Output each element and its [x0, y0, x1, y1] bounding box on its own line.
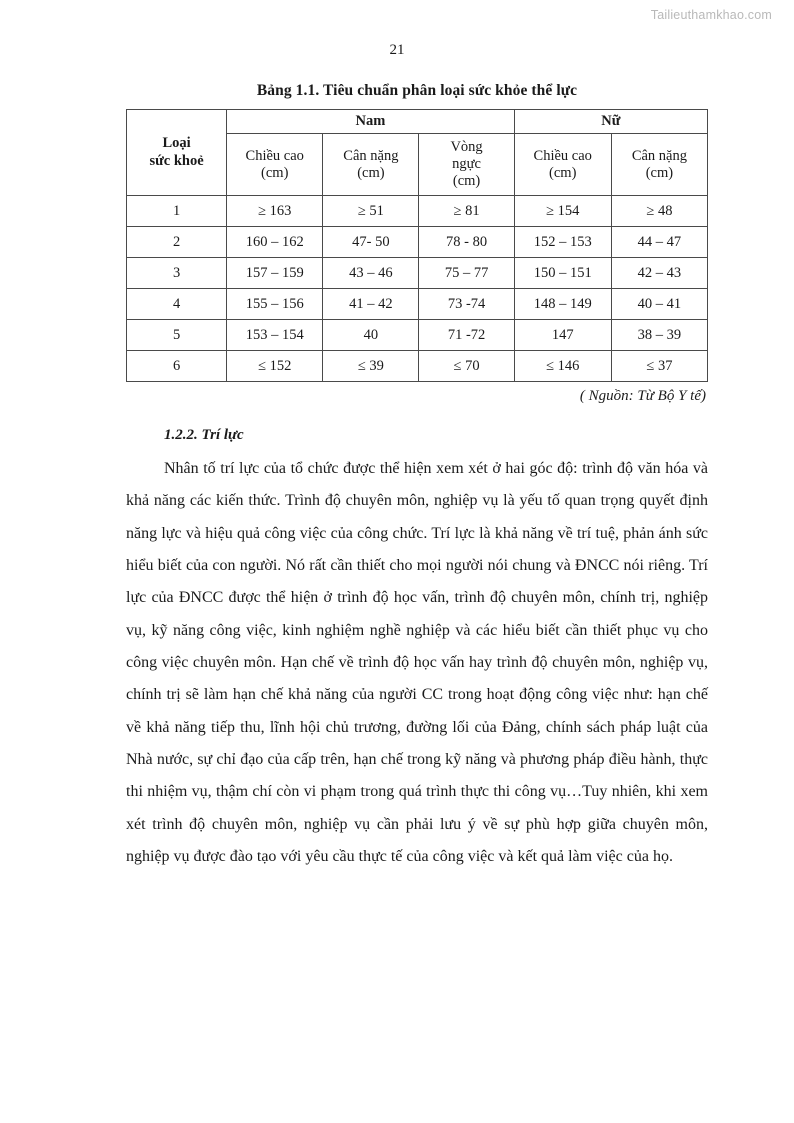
subheader-line2: ngực [452, 156, 481, 173]
column-header-line2: sức khoẻ [149, 152, 204, 169]
subheader-line1: Chiều cao [533, 147, 592, 164]
cell-male-weight: ≤ 39 [323, 351, 419, 382]
cell-male-chest: 75 – 77 [419, 258, 514, 289]
cell-health-category: 6 [127, 351, 227, 382]
cell-male-weight: 40 [323, 320, 419, 351]
cell-female-weight: 40 – 41 [611, 289, 707, 320]
table-title: Bảng 1.1. Tiêu chuẩn phân loại sức khỏe thể lực [256, 82, 578, 99]
cell-health-category: 2 [127, 227, 227, 258]
cell-female-weight: 42 – 43 [611, 258, 707, 289]
cell-male-chest: ≤ 70 [419, 351, 514, 382]
page-content [126, 82, 708, 873]
cell-male-weight: ≥ 51 [323, 196, 419, 227]
table-body [127, 196, 708, 382]
cell-female-height: 148 – 149 [514, 289, 611, 320]
cell-male-chest: ≥ 81 [419, 196, 514, 227]
subheader-line2: (cm) [645, 164, 674, 181]
cell-female-weight: ≥ 48 [611, 196, 707, 227]
cell-male-height: 160 – 162 [227, 227, 323, 258]
cell-female-height: 152 – 153 [514, 227, 611, 258]
table-row [127, 196, 708, 227]
cell-male-chest: 71 -72 [419, 320, 514, 351]
column-header-group-female: Nữ [514, 110, 707, 134]
column-header-health-category [127, 110, 227, 196]
cell-female-height: ≥ 154 [514, 196, 611, 227]
cell-male-weight: 41 – 42 [323, 289, 419, 320]
table-header-group-row [127, 110, 708, 134]
column-header-female-weight [611, 134, 707, 196]
subheader-line2: (cm) [357, 164, 385, 181]
cell-health-category: 1 [127, 196, 227, 227]
cell-male-height: ≥ 163 [227, 196, 323, 227]
cell-female-height: ≤ 146 [514, 351, 611, 382]
cell-health-category: 4 [127, 289, 227, 320]
subheader-line1: Vòng [450, 138, 483, 155]
subheader-line1: Cân nặng [631, 147, 687, 164]
cell-male-height: 153 – 154 [227, 320, 323, 351]
table-source-note: ( Nguồn: Từ Bộ Y tế) [579, 388, 706, 405]
site-watermark: Tailieuthamkhao.com [650, 8, 772, 22]
page-number: 21 [389, 42, 405, 58]
table-row [127, 351, 708, 382]
body-paragraph: Nhân tố trí lực của tổ chức được thể hiện xem xét ở hai góc độ: trình độ văn hóa và khả năng các kiến thức. Trình độ chuyên môn, nghiệp vụ là yếu tố quan trọng quyết định năng lực và hiệu quả công việc của công chức. Trí lực là khả năng về trí tuệ, phản ánh sức hiểu biết của con người. Nó rất cần thiết cho mọi người nói chung và ĐNCC nói riêng. Trí lực của ĐNCC được thể hiện ở trình độ học vấn, trình độ chuyên môn, chính trị, nghiệp vụ, kỹ năng công việc, kinh nghiệm nghề nghiệp và các hiểu biết cần thiết phục vụ cho công việc chuyên môn. Hạn chế về trình độ học vấn hay trình độ chuyên môn, nghiệp vụ, chính trị sẽ làm hạn chế khả năng của người CC trong hoạt động công việc như: hạn chế về khả năng tiếp thu, lĩnh hội chủ trương, đường lối của Đảng, chính sách pháp luật của Nhà nước, sự chỉ đạo của cấp trên, hạn chế trong kỹ năng và phương pháp điều hành, thực thi nhiệm vụ, thậm chí còn vi phạm trong quá trình thực thi công vụ…Tuy nhiên, khi xem xét trình độ chuyên môn, nghiệp vụ cần phải lưu ý về sự phù hợp giữa chuyên môn, nghiệp vụ được đào tạo với yêu cầu thực tế của công việc và kết quả làm việc của họ. [126, 460, 708, 865]
subheader-line1: Cân nặng [343, 147, 399, 164]
cell-health-category: 3 [127, 258, 227, 289]
column-header-female-height [514, 134, 611, 196]
cell-female-weight: ≤ 37 [611, 351, 707, 382]
table-row [127, 258, 708, 289]
column-header-male-height [227, 134, 323, 196]
cell-female-weight: 44 – 47 [611, 227, 707, 258]
cell-female-weight: 38 – 39 [611, 320, 707, 351]
cell-male-weight: 47- 50 [323, 227, 419, 258]
cell-male-height: ≤ 152 [227, 351, 323, 382]
cell-female-height: 147 [514, 320, 611, 351]
table-row [127, 227, 708, 258]
subheader-line2: (cm) [261, 164, 289, 181]
health-classification-table [126, 109, 708, 382]
subheader-line1: Chiều cao [245, 147, 304, 164]
column-header-male-weight [323, 134, 419, 196]
column-header-group-male: Nam [227, 110, 515, 134]
subheader-line3: (cm) [452, 173, 481, 190]
cell-male-chest: 78 - 80 [419, 227, 514, 258]
cell-male-chest: 73 -74 [419, 289, 514, 320]
subheader-line2: (cm) [549, 164, 577, 181]
cell-female-height: 150 – 151 [514, 258, 611, 289]
table-row [127, 289, 708, 320]
table-header [127, 110, 708, 196]
cell-male-height: 155 – 156 [227, 289, 323, 320]
column-header-male-chest [419, 134, 514, 196]
table-row [127, 320, 708, 351]
cell-health-category: 5 [127, 320, 227, 351]
column-header-line1: Loại [162, 135, 191, 152]
cell-male-weight: 43 – 46 [323, 258, 419, 289]
section-heading: 1.2.2. Trí lực [164, 427, 244, 444]
cell-male-height: 157 – 159 [227, 258, 323, 289]
